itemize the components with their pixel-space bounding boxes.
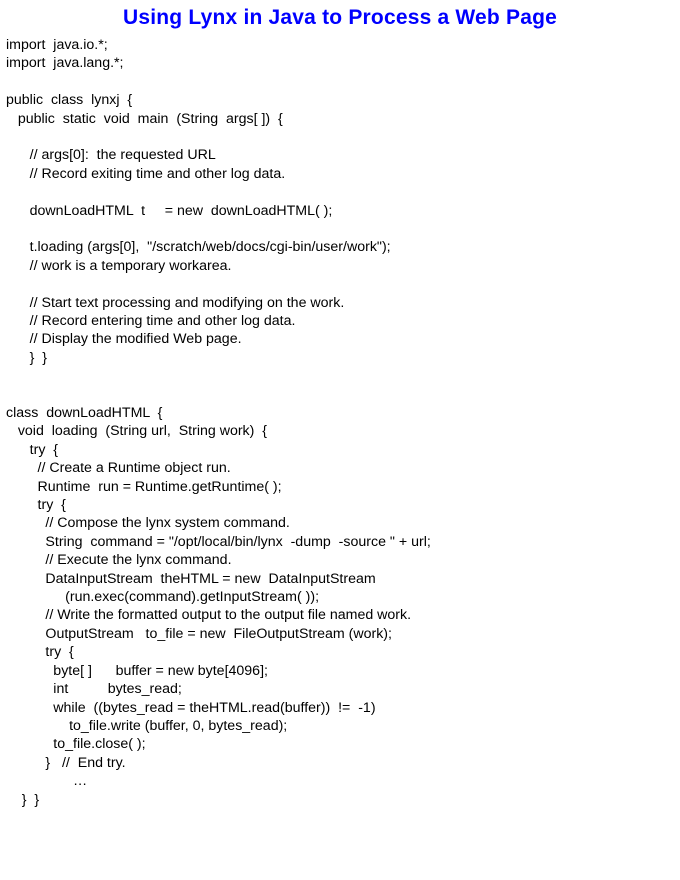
code-line: int bytes_read; (6, 681, 182, 698)
code-listing (0, 36, 680, 809)
code-line: // Compose the lynx system command. (6, 515, 290, 532)
code-line: import java.io.*; (6, 37, 108, 53)
code-line: // Write the formatted output to the output file named work. (6, 607, 412, 624)
code-line: try { (6, 644, 74, 661)
code-line: import java.lang.*; (6, 55, 124, 72)
code-line: downLoadHTML t = new downLoadHTML( ); (6, 202, 333, 219)
code-line: t.loading (args[0], "/scratch/web/docs/cgi-bin/user/work"); (6, 239, 391, 256)
code-line: (run.exec(command).getInputStream( )); (6, 589, 320, 606)
code-blank-line (6, 183, 674, 201)
code-blank-line (6, 386, 674, 404)
code-line: // Execute the lynx command. (6, 552, 232, 569)
code-line: // work is a temporary workarea. (6, 257, 232, 274)
code-line: } } (6, 791, 40, 808)
code-line: to_file.close( ); (6, 736, 146, 753)
code-line: } // End try. (6, 754, 126, 771)
code-line: // Record exiting time and other log data. (6, 165, 286, 182)
code-line: // Display the modified Web page. (6, 331, 242, 348)
code-line: Runtime run = Runtime.getRuntime( ); (6, 478, 282, 495)
code-line: // args[0]: the requested URL (6, 147, 216, 164)
code-line: DataInputStream theHTML = new DataInputStream (6, 570, 376, 587)
code-line: String command = "/opt/local/bin/lynx -dump -source " + url; (6, 533, 431, 550)
code-line: } } (6, 349, 48, 366)
code-blank-line (6, 275, 674, 293)
code-line: public class lynxj { (6, 92, 133, 109)
code-line: // Record entering time and other log data. (6, 313, 296, 330)
code-blank-line (6, 367, 674, 385)
code-line: try { (6, 497, 66, 514)
code-line: // Create a Runtime object run. (6, 460, 231, 477)
page-title: Using Lynx in Java to Process a Web Page (123, 6, 557, 29)
code-line: OutputStream to_file = new FileOutputStream (work); (6, 625, 392, 642)
code-line: … (6, 773, 88, 790)
code-line: while ((bytes_read = theHTML.read(buffer)) != -1) (6, 699, 376, 716)
code-line: byte[ ] buffer = new byte[4096]; (6, 662, 268, 679)
code-line: void loading (String url, String work) { (6, 423, 268, 440)
code-line: try { (6, 441, 59, 458)
code-line: to_file.write (buffer, 0, bytes_read); (6, 717, 288, 734)
code-line: // Start text processing and modifying on the work. (6, 294, 345, 311)
code-line: class downLoadHTML { (6, 405, 163, 422)
code-blank-line (6, 220, 674, 238)
code-blank-line (6, 128, 674, 146)
code-blank-line (6, 73, 674, 91)
code-line: public static void main (String args[ ]) { (6, 110, 283, 127)
